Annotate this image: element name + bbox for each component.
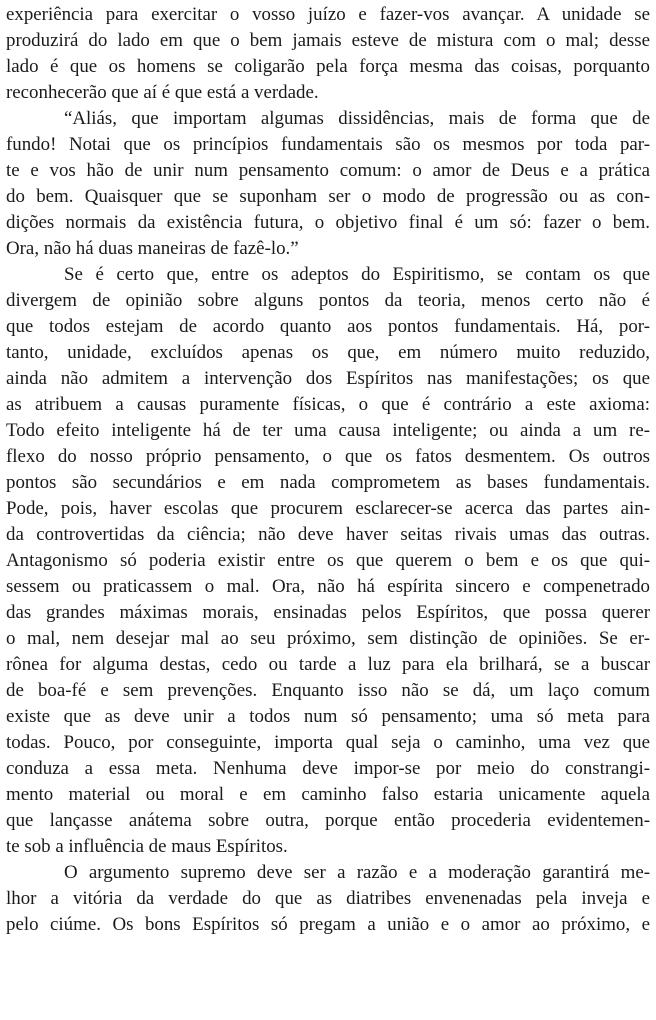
text-line: produzirá do lado em que o bem jamais esteve de mistura com o mal; desse xyxy=(6,30,650,51)
text-line: te e vos hão de unir num pensamento comum: o amor de Deus e a prática xyxy=(6,160,650,181)
text-line: as atribuem a causas puramente físicas, o que é contrário a este axioma: xyxy=(6,394,650,415)
paragraph-1 xyxy=(6,2,650,106)
text-line: te sob a influência de maus Espíritos. xyxy=(6,836,288,857)
text-line: fundo! Notai que os princípios fundamentais são os mesmos por toda par- xyxy=(6,134,650,155)
text-line: da controvertidas da ciência; não deve haver seitas rivais umas das outras. xyxy=(6,524,650,545)
text-line: Antagonismo só poderia existir entre os que querem o bem e os que qui- xyxy=(6,550,650,571)
text-line: reconhecerão que aí é que está a verdade. xyxy=(6,82,319,103)
text-line: ainda não admitem a intervenção dos Espíritos nas manifestações; os que xyxy=(6,368,650,389)
text-line: sessem ou praticassem o mal. Ora, não há espírita sincero e compenetrado xyxy=(6,576,650,597)
text-line: pelo ciúme. Os bons Espíritos só pregam a união e o amor ao próximo, e xyxy=(6,914,650,935)
text-line: todas. Pouco, por conseguinte, importa qual seja o caminho, uma vez que xyxy=(6,732,650,753)
text-line: Pode, pois, haver escolas que procurem esclarecer-se acerca das partes ain- xyxy=(6,498,650,519)
text-line: O argumento supremo deve ser a razão e a moderação garantirá me- xyxy=(64,862,650,883)
text-line: do bem. Quaisquer que se suponham ser o modo de progressão ou as con- xyxy=(6,186,650,207)
text-line: Ora, não há duas maneiras de fazê-lo.” xyxy=(6,238,299,259)
text-line: divergem de opinião sobre alguns pontos da teoria, menos certo não é xyxy=(6,290,650,311)
text-line: que todos estejam de acordo quanto aos pontos fundamentais. Há, por- xyxy=(6,316,650,337)
text-line: pontos são secundários e em nada comprometem as bases fundamentais. xyxy=(6,472,650,493)
text-line: Se é certo que, entre os adeptos do Espiritismo, se contam os que xyxy=(64,264,650,285)
paragraph-3 xyxy=(6,262,650,860)
text-line: lhor a vitória da verdade do que as diatribes envenenadas pela inveja e xyxy=(6,888,650,909)
text-line: rônea for alguma destas, cedo ou tarde a luz para ela brilhará, se a buscar xyxy=(6,654,650,675)
text-line: existe que as deve unir a todos num só pensamento; uma só meta para xyxy=(6,706,650,727)
text-line: dições normais da existência futura, o objetivo final é um só: fazer o bem. xyxy=(6,212,650,233)
text-line: tanto, unidade, excluídos apenas os que, em número muito reduzido, xyxy=(6,342,650,363)
text-line: flexo do nosso próprio pensamento, o que os fatos desmentem. Os outros xyxy=(6,446,650,467)
paragraph-2 xyxy=(6,106,650,262)
text-line: lado é que os homens se coligarão pela força mesma das coisas, porquanto xyxy=(6,56,650,77)
text-line: Todo efeito inteligente há de ter uma causa inteligente; ou ainda a um re- xyxy=(6,420,650,441)
text-line: experiência para exercitar o vosso juízo e fazer-vos avançar. A unidade se xyxy=(6,4,650,25)
text-line: o mal, nem desejar mal ao seu próximo, sem distinção de opiniões. Se er- xyxy=(6,628,650,649)
text-line: de boa-fé e sem prevenções. Enquanto isso não se dá, um laço comum xyxy=(6,680,650,701)
text-line: mento material ou moral e em caminho falso estaria unicamente aquela xyxy=(6,784,650,805)
text-line: “Aliás, que importam algumas dissidências, mais de forma que de xyxy=(64,108,650,129)
text-line: conduza a essa meta. Nenhuma deve impor-se por meio do constrangi- xyxy=(6,758,650,779)
text-line: que lançasse anátema sobre outra, porque então procederia evidentemen- xyxy=(6,810,650,831)
text-line: das grandes máximas morais, ensinadas pelos Espíritos, que possa querer xyxy=(6,602,650,623)
paragraph-4 xyxy=(6,860,650,938)
